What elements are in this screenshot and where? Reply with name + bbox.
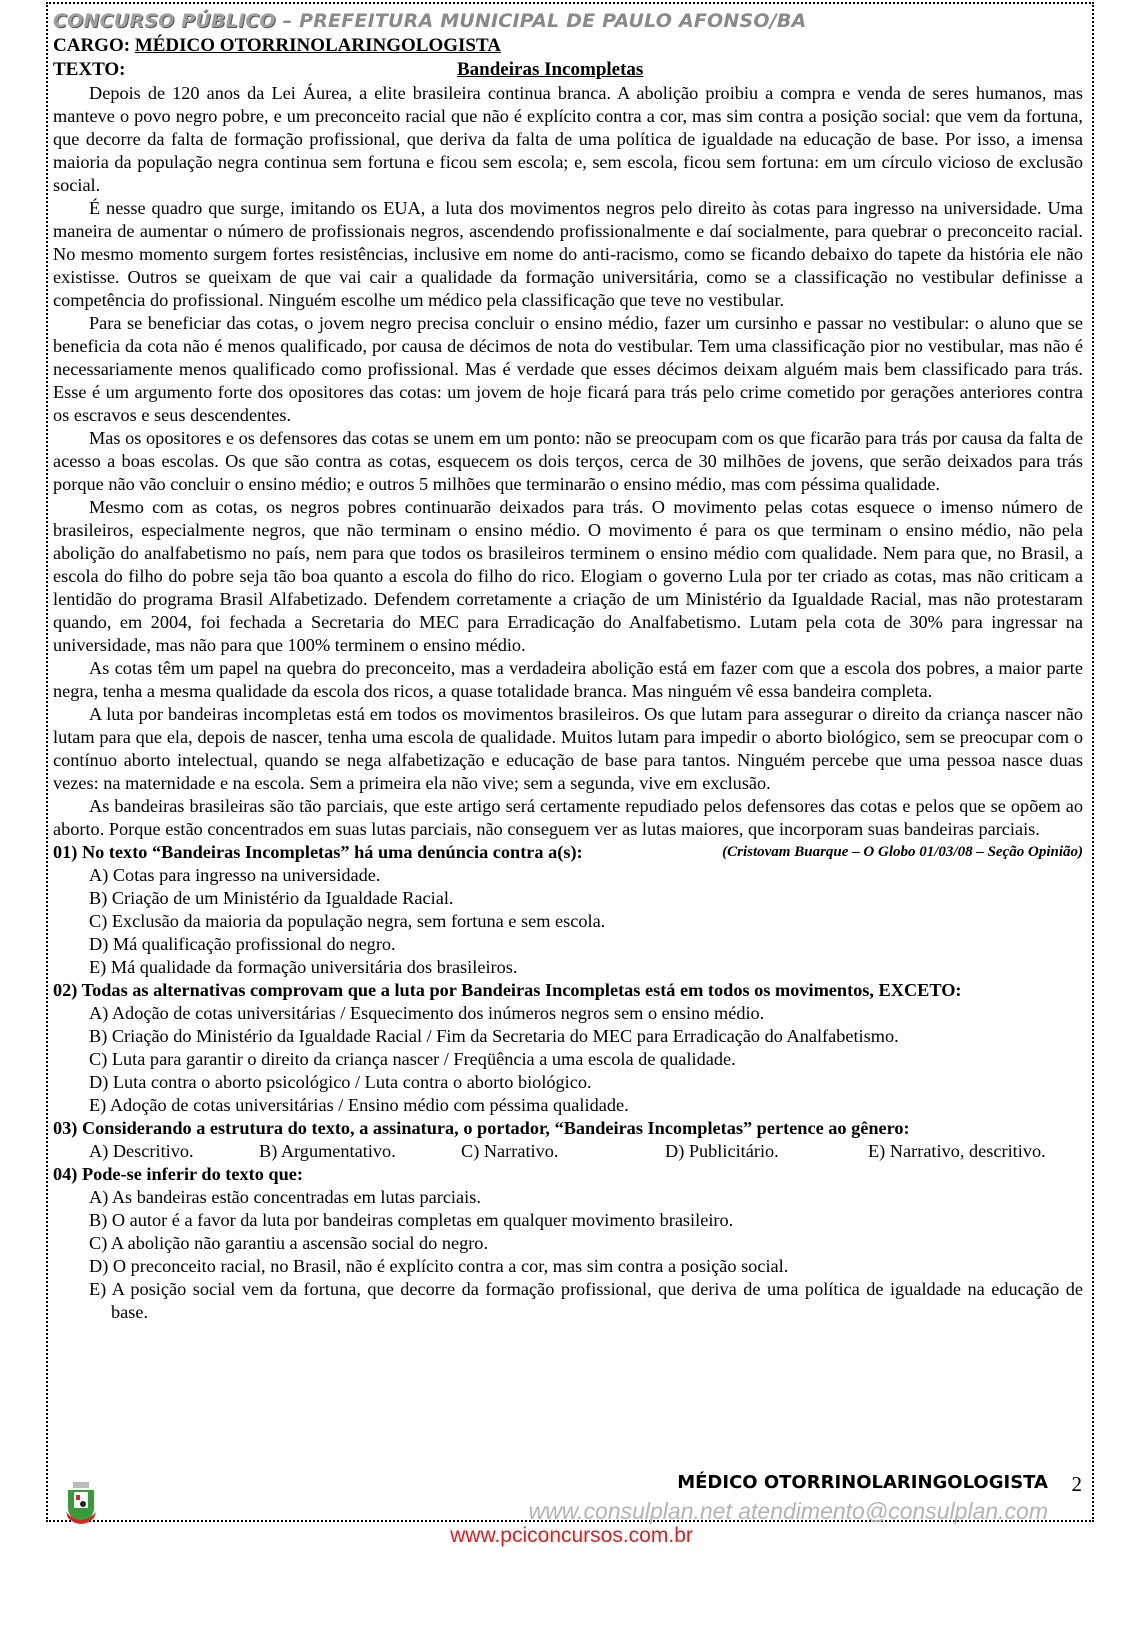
option: B) Criação de um Ministério da Igualdade Racial. — [89, 888, 454, 908]
paragraph: As cotas têm um papel na quebra do preconceito, mas a verdadeira abolição está em fazer com que a escola dos pobres, a maior parte negra, tenha a mesma qualidade da escola dos ricos, a quase totalidade branca. Mas ninguém vê essa bandeira completa. — [53, 658, 1083, 701]
exam-page — [46, 2, 1094, 1522]
question-stem: 01) No texto “Bandeiras Incompletas” há uma denúncia contra a(s): — [53, 842, 583, 862]
option: E) Adoção de cotas universitárias / Ensino médio com péssima qualidade. — [89, 1095, 629, 1115]
option: B) Argumentativo. — [259, 1141, 396, 1161]
question-stem: 04) Pode-se inferir do texto que: — [53, 1164, 303, 1184]
concurso-label: CONCURSO PÚBLICO — [53, 10, 276, 32]
question-stem: 02) Todas as alternativas comprovam que a luta por Bandeiras Incompletas está em todos os movimentos, EXCETO: — [53, 980, 962, 1000]
option: E) Má qualidade da formação universitária dos brasileiros. — [89, 957, 518, 977]
question-4 — [53, 1163, 1083, 1324]
pciconcursos-link[interactable]: www.pciconcursos.com.br — [450, 1524, 693, 1547]
text-title-line — [53, 58, 1083, 82]
paragraph: Depois de 120 anos da Lei Áurea, a elite brasileira continua branca. A abolição proibiu a compra e venda de seres humanos, mas manteve o povo negro pobre, e um preconceito racial que não é explícito contra a cor, mas sim contra a posição social: que vem da fortuna, que decorre da falta de formação profissional, que deriva da falta de uma política de igualdade na educação de base. Por isso, a imensa maioria da população negra continua sem fortuna e ficou sem escola; e, sem escola, ficou sem fortuna: em um círculo vicioso de exclusão social. — [53, 83, 1083, 195]
paragraph: Para se beneficiar das cotas, o jovem negro precisa concluir o ensino médio, fazer um cursinho e passar no vestibular: o aluno que se beneficia da cota não é menos qualificado, por causa de décimos de nota do vestibular. Tem uma classificação pior no vestibular, mas não é necessariamente menos qualificado como profissional. Mas é verdade que esses décimos deixam alguém mais bem classificado para trás. Esse é um argumento forte dos opositores das cotas: um jovem de hoje ficará para trás pelo crime cometido por gerações anteriores contra os escravos e seus descendentes. — [53, 313, 1083, 425]
footer-contact: www.consulplan.net atendimento@consulplan.com — [528, 1498, 1048, 1524]
option: D) Publicitário. — [665, 1141, 779, 1161]
question-stem: 03) Considerando a estrutura do texto, a assinatura, o portador, “Bandeiras Incompletas” pertence ao gênero: — [53, 1118, 910, 1138]
option: A) Adoção de cotas universitárias / Esquecimento dos inúmeros negros sem o ensino médio. — [89, 1003, 765, 1023]
option: C) Narrativo. — [461, 1141, 559, 1161]
option: C) A abolição não garantiu a ascensão social do negro. — [89, 1233, 489, 1253]
question-3 — [53, 1117, 1083, 1163]
paragraph: Mesmo com as cotas, os negros pobres continuarão deixados para trás. O movimento pelas cotas esquece o imenso número de brasileiros, especialmente negros, que não terminam o ensino médio. O movimento é para os que terminam o ensino médio, não pela abolição do analfabetismo no país, nem para que todos os brasileiros terminem o ensino médio com qualidade. Nem para que, no Brasil, a escola do filho do pobre seja tão boa quanto a escola do filho do rico. Elogiam o governo Lula por ter criado as cotas, mas não criticam a lentidão do programa Brasil Alfabetizado. Defendem corretamente a criação de um Ministério da Igualdade Racial, mas não protestaram quando, em 2004, foi fechada a Secretaria do MEC para Erradicação do Analfabetismo. Lutam pela cota de 30% para ingressar na universidade, mas não para que 100% terminem o ensino médio. — [53, 497, 1083, 655]
option: A) As bandeiras estão concentradas em lutas parciais. — [89, 1187, 481, 1207]
footer-cargo: MÉDICO OTORRINOLARINGOLOGISTA — [677, 1472, 1048, 1493]
option: E) Narrativo, descritivo. — [868, 1141, 1046, 1161]
municipal-crest-icon — [64, 1482, 98, 1526]
texto-label: TEXTO: — [53, 59, 126, 80]
cargo-label: CARGO: — [53, 35, 135, 56]
source-citation: (Cristovam Buarque – O Globo 01/03/08 – Seção Opinião) — [722, 844, 1083, 860]
option: E) A posição social vem da fortuna, que decorre da formação profissional, que deriva de uma política de igualdade na educação de base. — [89, 1279, 1083, 1322]
option: D) Luta contra o aborto psicológico / Luta contra o aborto biológico. — [89, 1072, 592, 1092]
paragraph-text: As bandeiras brasileiras são tão parciais, que este artigo será certamente repudiado pelos defensores das cotas e pelos que se opõem ao aborto. Porque estão concentrados em suas lutas parciais, não conseguem ver as lutas maiores, que incorporam suas bandeiras parciais. — [53, 796, 1083, 839]
cargo-value: MÉDICO OTORRINOLARINGOLOGISTA — [134, 35, 501, 56]
paragraph: É nesse quadro que surge, imitando os EUA, a luta dos movimentos negros pelo direito às cotas para ingresso na universidade. Uma maneira de aumentar o número de profissionais negros, ascendendo profissionalmente e daí socialmente, para quebrar o preconceito racial. No mesmo momento surgem fortes resistências, inclusive em nome do anti-racismo, como se ficando debaixo do tapete da história ele não existisse. Outros se queixam de que vai cair a qualidade da formação universitária, como se a classificação no vestibular definisse a competência do profissional. Ninguém escolhe um médico pela classificação que teve no vestibular. — [53, 198, 1083, 310]
option: A) Descritivo. — [89, 1141, 194, 1161]
option: C) Luta para garantir o direito da criança nascer / Freqüência a uma escola de qualidade. — [89, 1049, 736, 1069]
option: B) O autor é a favor da luta por bandeiras completas em qualquer movimento brasileiro. — [89, 1210, 734, 1230]
paragraph: Mas os opositores e os defensores das cotas se unem em um ponto: não se preocupam com os que ficarão para trás por causa da falta de acesso a boas escolas. Os que são contra as cotas, esquecem os dois terços, cerca de 30 milhões de jovens, que serão deixados para trás porque não vão concluir o ensino médio; e outros 5 milhões que terminarão o ensino médio, mas com péssima qualidade. — [53, 428, 1083, 494]
paragraph: A luta por bandeiras incompletas está em todos os movimentos brasileiros. Os que lutam para assegurar o direito da criança nascer não lutam para que ela, depois de nascer, tenha uma escola de qualidade. Muitos lutam para impedir o aborto biológico, sem se preocupar com o contínuo aborto intelectual, quando se nega alfabetização e educação de base para tantos. Ninguém percebe que uma pessoa nasce duas vezes: na maternidade e na escola. Sem a primeira ela não vive; sem a segunda, vive em exclusão. — [53, 704, 1083, 793]
page-number: 2 — [1071, 1472, 1082, 1496]
option: A) Cotas para ingresso na universidade. — [89, 865, 381, 885]
option: B) Criação do Ministério da Igualdade Racial / Fim da Secretaria do MEC para Erradicação do Analfabetismo. — [89, 1026, 899, 1046]
organization: – PREFEITURA MUNICIPAL DE PAULO AFONSO/BA — [275, 10, 807, 32]
cargo-line — [53, 34, 1083, 58]
option: C) Exclusão da maioria da população negra, sem fortuna e sem escola. — [89, 911, 606, 931]
text-title: Bandeiras Incompletas — [457, 59, 644, 80]
question-2 — [53, 979, 1083, 1117]
option: D) Má qualificação profissional do negro. — [89, 934, 396, 954]
options-row — [53, 1140, 1083, 1163]
option: D) O preconceito racial, no Brasil, não é explícito contra a cor, mas sim contra a posição social. — [89, 1256, 789, 1276]
exam-header — [53, 8, 1083, 34]
